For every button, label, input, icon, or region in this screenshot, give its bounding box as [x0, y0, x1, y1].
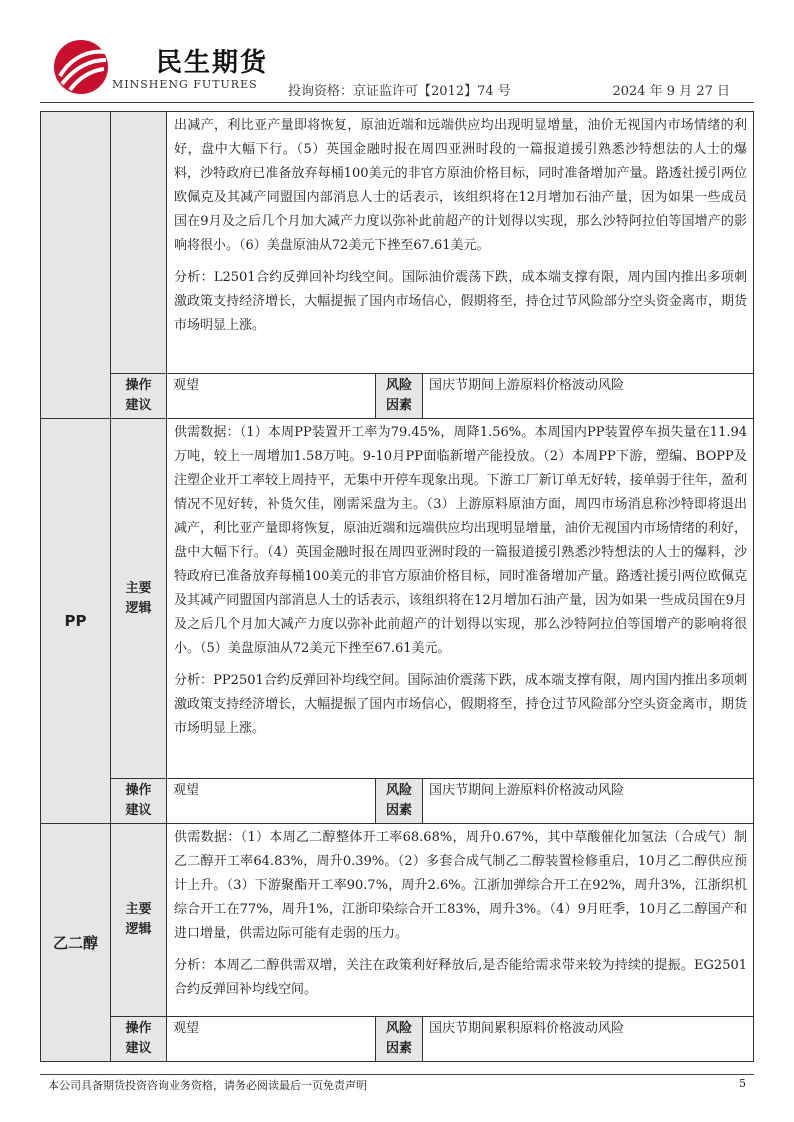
logic-label: [111, 112, 167, 374]
category-cell: [41, 112, 111, 419]
risk-label: 风险 因素: [376, 779, 423, 824]
logic-text: [167, 824, 754, 1017]
logic-paragraph: 供需数据：（1）本周乙二醇整体开工率68.68%，周升0.67%，其中草酸催化加氢法（合成气）制乙二醇开工率64.83%，周升0.39%。（2）多套合成气制乙二醇装置检修重启，10月乙二醇供应预计上升。（3）下游聚酯开工率90.7%，周升2.6%。江浙加弹综合开工在92%，周升3%，江浙织机综合开工在77%，周升1%，江浙印染综合开工83%，周升3%。（4）9月旺季，10月乙二醇国产和进口增量，供需边际可能有走弱的压力。: [174, 830, 748, 941]
risk-label: 风险 因素: [376, 1017, 423, 1062]
logic-text: [167, 112, 754, 374]
risk-value: 国庆节期间累积原料价格波动风险: [423, 1017, 754, 1062]
operation-label: 操作 建议: [111, 779, 167, 824]
operation-value: 观望: [167, 1017, 376, 1062]
logic-paragraph: 供需数据：（1）本周PP装置开工率为79.45%，周降1.56%。本周国内PP装置停车损失量在11.94万吨，较上一周增加1.58万吨。9-10月PP面临新增产能投放。（2）本周PP下游，塑编、BOPP及注塑企业开工率较上周持平，无集中开停车现象出现。下游工厂新订单无好转，接单弱于往年，盈利情况不见好转，补货欠佳，刚需采盘为主。（3）上游原料原油方面，周四市场消息称沙特即将退出减产，利比亚产量即将恢复，原油近端和远端供应均出现明显增量，油价无视国内市场情绪的利好，盘中大幅下行。（4）英国金融时报在周四亚洲时段的一篇报道援引熟悉沙特想法的人士的爆料，沙特政府已准备放弃每桶100美元的非官方原油价格目标，同时准备增加产量。路透社援引两位欧佩克及其减产同盟国内部消息人士的话表示，该组织将在12月增加石油产量，因为如果一些成员国在9月及之后几个月加大减产力度以弥补此前超产的计划得以实现，那么沙特阿拉伯等国增产的影响将很小。（5）美盘原油从72美元下挫至67.61美元。: [174, 425, 748, 656]
brand-name-en: MINSHENG FUTURES: [112, 78, 258, 91]
footer-disclaimer: 本公司具备期货投资咨询业务资格，请务必阅读最后一页免责声明: [48, 1079, 367, 1092]
category-cell: 乙二醇: [41, 824, 111, 1062]
analysis-paragraph: 分析：L2501合约反弹回补均线空间。国际油价震荡下跌，成本端支撑有限，周内国内推出多项刺激政策支持经济增长，大幅提振了国内市场信心，假期将至，持仓过节风险部分空头资金离市，期货市场明显上涨。: [174, 270, 748, 333]
page-number: 5: [739, 1077, 746, 1090]
license-text: 投询资格：京证监许可【2012】74 号: [288, 84, 511, 99]
operation-value: 观望: [167, 374, 376, 419]
analysis-paragraph: 分析：本周乙二醇供需双增，关注在政策利好释放后,是否能给需求带来较为持续的提振。EG2501合约反弹回补均线空间。: [174, 958, 748, 997]
risk-label: 风险 因素: [376, 374, 423, 419]
page-header: [40, 34, 754, 102]
footer-divider: [40, 1074, 754, 1075]
logic-paragraph: 出减产，利比亚产量即将恢复，原油近端和远端供应均出现明显增量，油价无视国内市场情绪的利好，盘中大幅下行。（5）英国金融时报在周四亚洲时段的一篇报道援引熟悉沙特想法的人士的爆料，沙特政府已准备放弃每桶100美元的非官方原油价格目标，同时准备增加产量。路透社援引两位欧佩克及其减产同盟国内部消息人士的话表示，该组织将在12月增加石油产量，因为如果一些成员国在9月及之后几个月加大减产力度以弥补此前超产的计划得以实现，那么沙特阿拉伯等国增产的影响将很小。（6）美盘原油从72美元下挫至67.61美元。: [174, 118, 748, 253]
operation-value: 观望: [167, 779, 376, 824]
table-row: [41, 824, 754, 1017]
header-divider: [40, 102, 754, 103]
minsheng-logo-icon: [50, 38, 112, 96]
table-row: [41, 779, 754, 824]
operation-label: 操作 建议: [111, 1017, 167, 1062]
analysis-paragraph: 分析：PP2501合约反弹回补均线空间。国际油价震荡下跌，成本端支撑有限，周内国内推出多项刺激政策支持经济增长，大幅提振了国内市场信心，假期将至，持仓过节风险部分空头资金离市，期货市场明显上涨。: [174, 673, 748, 736]
category-cell: PP: [41, 419, 111, 824]
analysis-table: [40, 111, 754, 1062]
table-row: [41, 374, 754, 419]
table-row: [41, 1017, 754, 1062]
brand-name-cn: 民生期货: [156, 48, 269, 78]
risk-value: 国庆节期间上游原料价格波动风险: [423, 779, 754, 824]
report-date: 2024 年 9 月 27 日: [612, 84, 730, 99]
operation-label: 操作 建议: [111, 374, 167, 419]
logic-label: 主要 逻辑: [111, 419, 167, 779]
logic-label: 主要 逻辑: [111, 824, 167, 1017]
table-row: [41, 419, 754, 779]
logic-text: [167, 419, 754, 779]
risk-value: 国庆节期间上游原料价格波动风险: [423, 374, 754, 419]
table-row: [41, 112, 754, 374]
